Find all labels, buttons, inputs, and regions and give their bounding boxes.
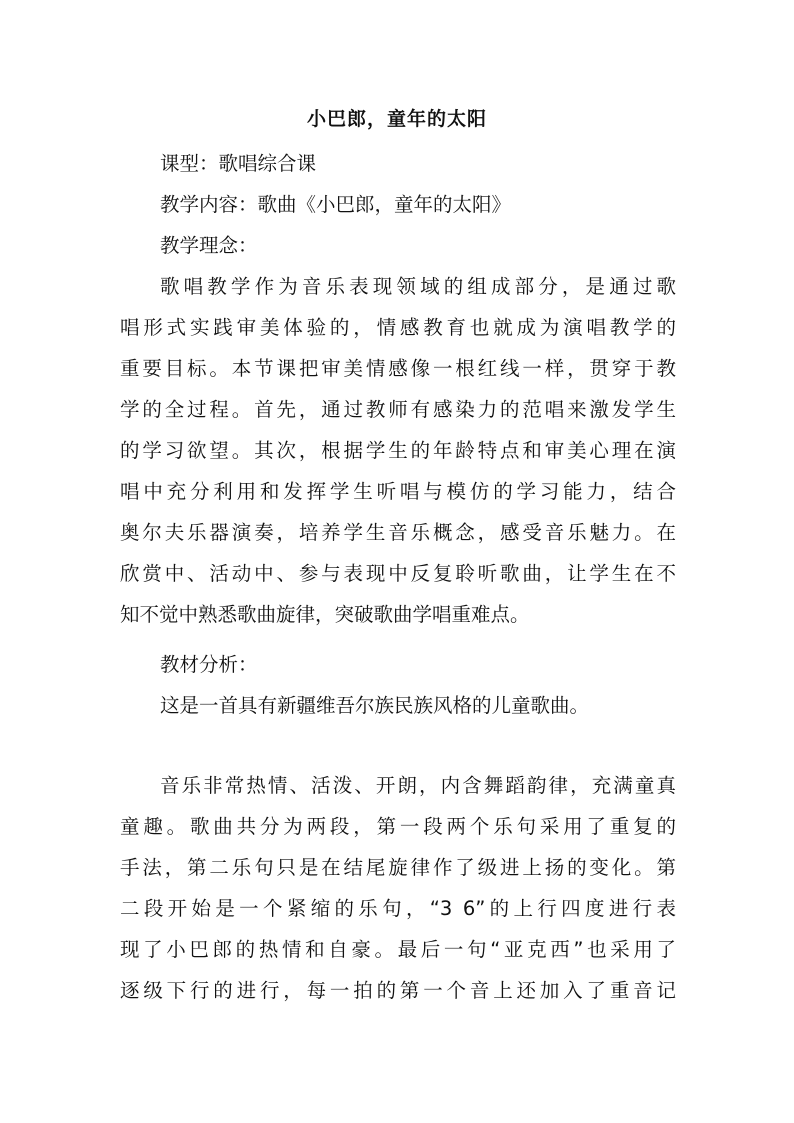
paragraph-line: 音乐非常热情、活泼、开朗，内含舞蹈韵律，充满童真: [160, 774, 676, 797]
material-intro: 这是一首具有新疆维吾尔族民族风格的儿童歌曲。: [160, 694, 590, 717]
paragraph-line: 手法，第二乐句只是在结尾旋律作了级进上扬的变化。第: [120, 856, 676, 879]
lesson-type: 课型：歌唱综合课: [160, 152, 317, 175]
paragraph-line: 知不觉中熟悉歌曲旋律，突破歌曲学唱重难点。: [120, 603, 530, 626]
paragraph-line: 歌唱教学作为音乐表现领域的组成部分，是通过歌: [160, 275, 676, 298]
teaching-idea-heading: 教学理念：: [160, 234, 258, 257]
paragraph-line: 重要目标。本节课把审美情感像一根红线一样，贯穿于教: [120, 357, 676, 380]
paragraph-line: 唱形式实践审美体验的，情感教育也就成为演唱教学的: [120, 316, 676, 339]
paragraph-line: 逐级下行的进行，每一拍的第一个音上还加入了重音记: [120, 979, 676, 1002]
paragraph-line: 的学习欲望。其次，根据学生的年龄特点和审美心理在演: [120, 439, 676, 462]
teaching-content: 教学内容：歌曲《小巴郎，童年的太阳》: [160, 193, 512, 216]
paragraph-line: 现了小巴郎的热情和自豪。最后一句“亚克西”也采用了: [120, 938, 676, 961]
paragraph-line: 二段开始是一个紧缩的乐句，“3 6”的上行四度进行表: [120, 897, 676, 920]
document-title: 小巴郎，童年的太阳: [306, 108, 487, 130]
paragraph-line: 学的全过程。首先，通过教师有感染力的范唱来激发学生: [120, 398, 676, 421]
paragraph-line: 童趣。歌曲共分为两段，第一段两个乐句采用了重复的: [120, 815, 676, 838]
paragraph-line: 唱中充分利用和发挥学生听唱与模仿的学习能力，结合: [120, 480, 676, 503]
material-heading: 教材分析：: [160, 653, 258, 676]
paragraph-line: 欣赏中、活动中、参与表现中反复聆听歌曲，让学生在不: [120, 562, 676, 585]
paragraph-line: 奥尔夫乐器演奏，培养学生音乐概念，感受音乐魅力。在: [120, 521, 676, 544]
